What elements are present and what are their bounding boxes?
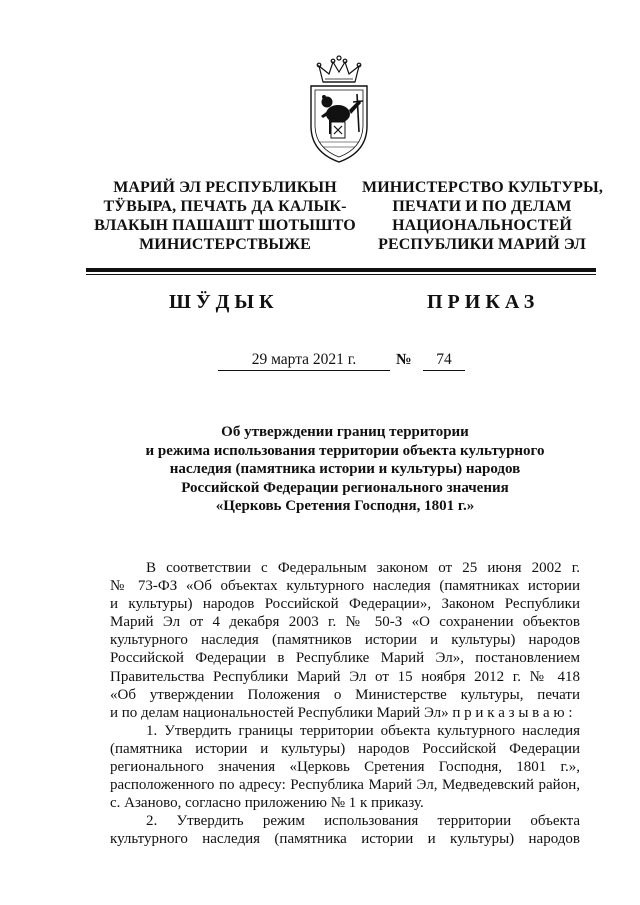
- header-right-line: МИНИСТЕРСТВО КУЛЬТУРЫ,: [362, 179, 603, 196]
- header-left-line: МИНИСТЕРСТВЫЖЕ: [139, 236, 311, 253]
- header-left-line: ТӰВЫРА, ПЕЧАТЬ ДА КАЛЫК-: [103, 198, 347, 215]
- subject-line: и режима использования территории объекта культурного: [145, 442, 545, 459]
- body-line: В соответствии с Федеральным законом от 25 июня 2002 г.: [146, 560, 580, 576]
- subject-line: Российской Федерации регионального значения: [181, 479, 509, 496]
- order-date: 29 марта 2021 г.: [218, 351, 390, 371]
- header-divider-thin: [86, 274, 596, 275]
- body-line: Марий Эл от 4 декабря 2003 г. № 50-З «О сохранении объектов: [110, 614, 580, 631]
- body-line: № 73-ФЗ «Об объектах культурного наследия (памятниках истории: [110, 578, 580, 595]
- subject-line: наследия (памятника истории и культуры) народов: [169, 461, 521, 477]
- number-sign: №: [396, 351, 412, 368]
- body-line: 1. Утвердить границы территории объекта культурного наследия: [146, 722, 580, 739]
- header-divider-thick: [86, 268, 596, 272]
- body-line: и культуры) народов Российской Федерации», Законом Республики: [110, 596, 580, 613]
- doc-type-russian: ПРИКАЗ: [427, 291, 540, 313]
- body-line: с. Азаново, согласно приложению № 1 к приказу.: [110, 795, 424, 812]
- header-right-line: ПЕЧАТИ И ПО ДЕЛАМ: [392, 198, 572, 215]
- body-line: регионального значения «Церковь Сретения Господня, 1801 г.»,: [110, 759, 580, 776]
- header-left-line: МАРИЙ ЭЛ РЕСПУБЛИКЫН: [113, 179, 337, 196]
- body-line: 2. Утвердить режим использования территории объекта: [146, 813, 580, 830]
- order-subject: [110, 423, 580, 516]
- header-right-russian: [362, 178, 602, 254]
- body-line: культурного наследия (памятников истории и культуры) народов: [110, 632, 580, 649]
- header-left-line: ВЛАКЫН ПАШАШТ ШОТЫШТО: [94, 217, 356, 234]
- body-line: «Об утверждении Положения о Министерстве культуры, печати: [110, 686, 580, 703]
- coat-of-arms-emblem: [301, 52, 377, 164]
- header-right-line: РЕСПУБЛИКИ МАРИЙ ЭЛ: [378, 236, 586, 253]
- doc-type-mari: ШӰДЫК: [169, 291, 279, 313]
- order-body: [110, 559, 580, 849]
- header-left-mari: [82, 178, 368, 254]
- body-line: Правительства Республики Марий Эл от 15 ноября 2012 г. № 418: [110, 668, 580, 685]
- order-number: 74: [423, 351, 465, 371]
- body-line: культурного наследия (памятника истории и культуры) народов: [110, 831, 580, 848]
- subject-line: «Церковь Сретения Господня, 1801 г.»: [215, 498, 475, 514]
- header-right-line: НАЦИОНАЛЬНОСТЕЙ: [392, 217, 572, 234]
- body-line: и по делам национальностей Республики Марий Эл» п р и к а з ы в а ю :: [110, 704, 573, 721]
- subject-line: Об утверждении границ территории: [221, 424, 469, 440]
- body-line: Российской Федерации в Республике Марий Эл», постановлением: [110, 650, 580, 667]
- body-line: (памятника истории и культуры) народов Российской Федерации: [110, 740, 580, 757]
- body-line: расположенного по адресу: Республика Марий Эл, Медведевский район,: [110, 777, 580, 794]
